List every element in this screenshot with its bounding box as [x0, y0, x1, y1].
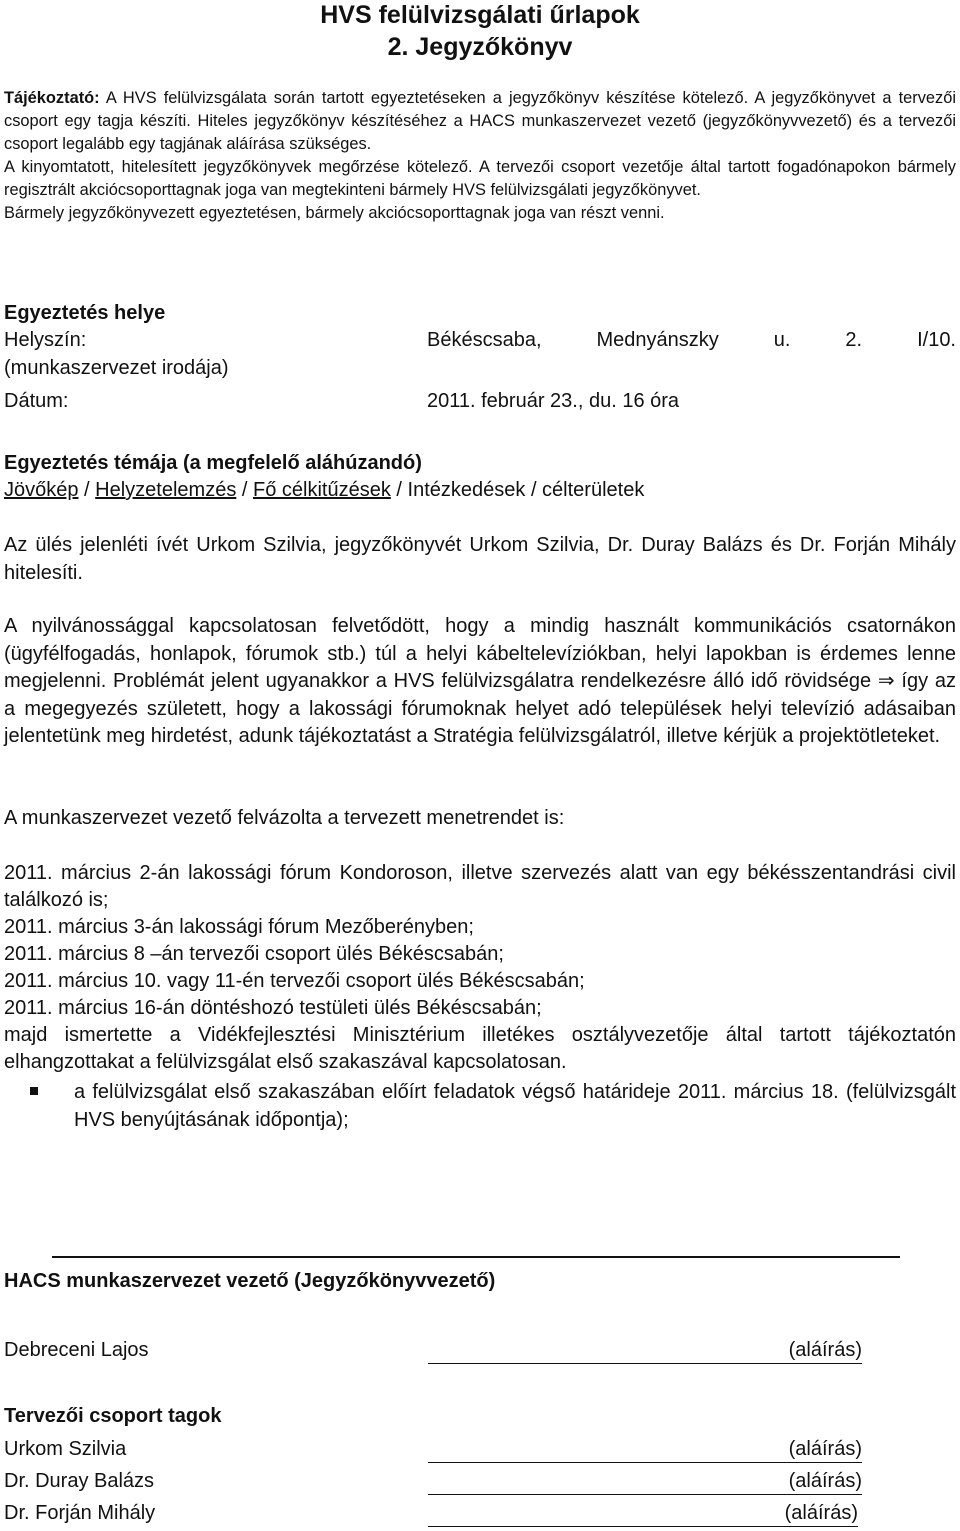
notice-block	[4, 87, 956, 225]
document-subtitle: 2. Jegyzőkönyv	[387, 33, 573, 61]
notice-paragraph-3: Bármely jegyzőkönyvezett egyeztetésen, bármely akciócsoporttagnak joga van részt venni.	[4, 204, 665, 222]
schedule-item: 2011. március 3-án lakossági fórum Mezőberényben;	[4, 916, 474, 938]
topic-heading: Egyeztetés témája (a megfelelő aláhúzandó)	[4, 452, 422, 474]
document-title: HVS felülvizsgálati űrlapok	[320, 1, 640, 29]
topic-separator: /	[236, 479, 254, 501]
date-value: 2011. február 23., du. 16 óra	[427, 390, 680, 412]
schedule-item: 2011. március 8 –án tervezői csoport ülés Békéscsabán;	[4, 943, 504, 965]
notice-label: Tájékoztató:	[4, 89, 100, 107]
notice-paragraph-2: A kinyomtatott, hitelesített jegyzőkönyvek megőrzése kötelező. A tervezői csoport vezetője által tartott fogadónapokon bármely regisztrált akciócsoporttagnak joga van megtekinteni bármely HVS felülvizsgálati jegyzőkönyvet.	[4, 158, 956, 199]
notice-paragraph-1	[4, 87, 956, 156]
place-value: Békéscsaba, Mednyánszky u. 2. I/10.	[427, 329, 956, 351]
topic-option-jovokep: Jövőkép	[4, 479, 79, 501]
place-label: Helyszín:	[4, 329, 87, 351]
manager-name: Debreceni Lajos	[4, 1339, 149, 1361]
publicity-paragraph: A nyilvánossággal kapcsolatosan felvetődött, hogy a mindig használt kommunikációs csatornákon (ügyfélfogadás, honlapok, fórumok stb.) túl a helyi kábeltelevíziókban, helyi lapokban is érdemes lenne megjelenni. Problémát jelent ugyanakkor a HVS felülvizsgálatra rendelkezésre álló idő rövidsége ⇒ így az a megegyezés született, hogy a lakossági fórumoknak helyet adó települések helyi televízió adásaiban jelentetünk meg hirdetést, adunk tájékoztatást a Stratégia felülvizsgálatról, illetve kérjük a projektötleteket.	[4, 615, 956, 747]
schedule-item: 2011. március 10. vagy 11-én tervezői csoport ülés Békéscsabán;	[4, 970, 585, 992]
topic-option-intezkedesek: Intézkedések / célterületek	[407, 479, 645, 501]
location-heading: Egyeztetés helye	[4, 302, 166, 324]
member-name-duray: Dr. Duray Balázs	[4, 1470, 155, 1492]
bullet-square-icon	[30, 1087, 38, 1095]
schedule-item: 2011. március 16-án döntéshozó testületi ülés Békéscsabán;	[4, 997, 542, 1019]
schedule-item: 2011. március 2-án lakossági fórum Kondoroson, illetve szervezés alatt van egy békésszentandrási civil találkozó is;	[4, 862, 956, 911]
deadline-bullet-text: a felülvizsgálat első szakaszában előírt feladatok végső határideje 2011. március 18. (felülvizsgált HVS benyújtásának időpontja);	[74, 1081, 956, 1131]
schedule-item: majd ismertette a Vidékfejlesztési Minisztérium illetékes osztályvezetője által tartott tájékoztatón elhangzottakat a felülvizsgálat első szakaszával kapcsolatosan.	[4, 1024, 956, 1073]
manager-heading: HACS munkaszervezet vezető (Jegyzőkönyvvezető)	[4, 1270, 496, 1292]
member-signature-field[interactable]: (aláírás)	[428, 1436, 862, 1463]
manager-signature-field[interactable]: (aláírás)	[428, 1337, 862, 1364]
member-signature-field[interactable]: (aláírás)	[428, 1500, 858, 1527]
topic-option-celkituzesek: Fő célkitűzések	[253, 479, 391, 501]
schedule-intro: A munkaszervezet vezető felvázolta a tervezett menetrendet is:	[4, 807, 565, 829]
topic-separator: /	[78, 479, 96, 501]
topic-separator: /	[390, 479, 408, 501]
member-name-forjan: Dr. Forján Mihály	[4, 1502, 156, 1524]
attendance-paragraph: Az ülés jelenléti ívét Urkom Szilvia, jegyzőkönyvét Urkom Szilvia, Dr. Duray Balázs és Dr. Forján Mihály hitelesíti.	[4, 534, 956, 584]
topic-options	[4, 477, 644, 503]
signature-line	[52, 1256, 900, 1258]
date-label: Dátum:	[4, 390, 69, 412]
topic-option-helyzetelemzes: Helyzetelemzés	[95, 479, 237, 501]
place-note: (munkaszervezet irodája)	[4, 357, 229, 379]
deadline-bullet	[4, 1078, 956, 1134]
member-name-urkom: Urkom Szilvia	[4, 1438, 127, 1460]
group-heading: Tervezői csoport tagok	[4, 1405, 222, 1427]
notice-text-1: A HVS felülvizsgálata során tartott egyeztetéseken a jegyzőkönyv készítése kötelező. A jegyzőkönyvet a tervezői csoport egy tagja készíti. Hiteles jegyzőkönyv készítéséhez a HACS munkaszervezet vezető (jegyzőkönyvvezető) és a tervezői csoport legalább egy tagjának aláírása szükséges.	[4, 89, 956, 153]
member-signature-field[interactable]: (aláírás)	[428, 1468, 862, 1495]
schedule-list	[4, 860, 956, 1076]
